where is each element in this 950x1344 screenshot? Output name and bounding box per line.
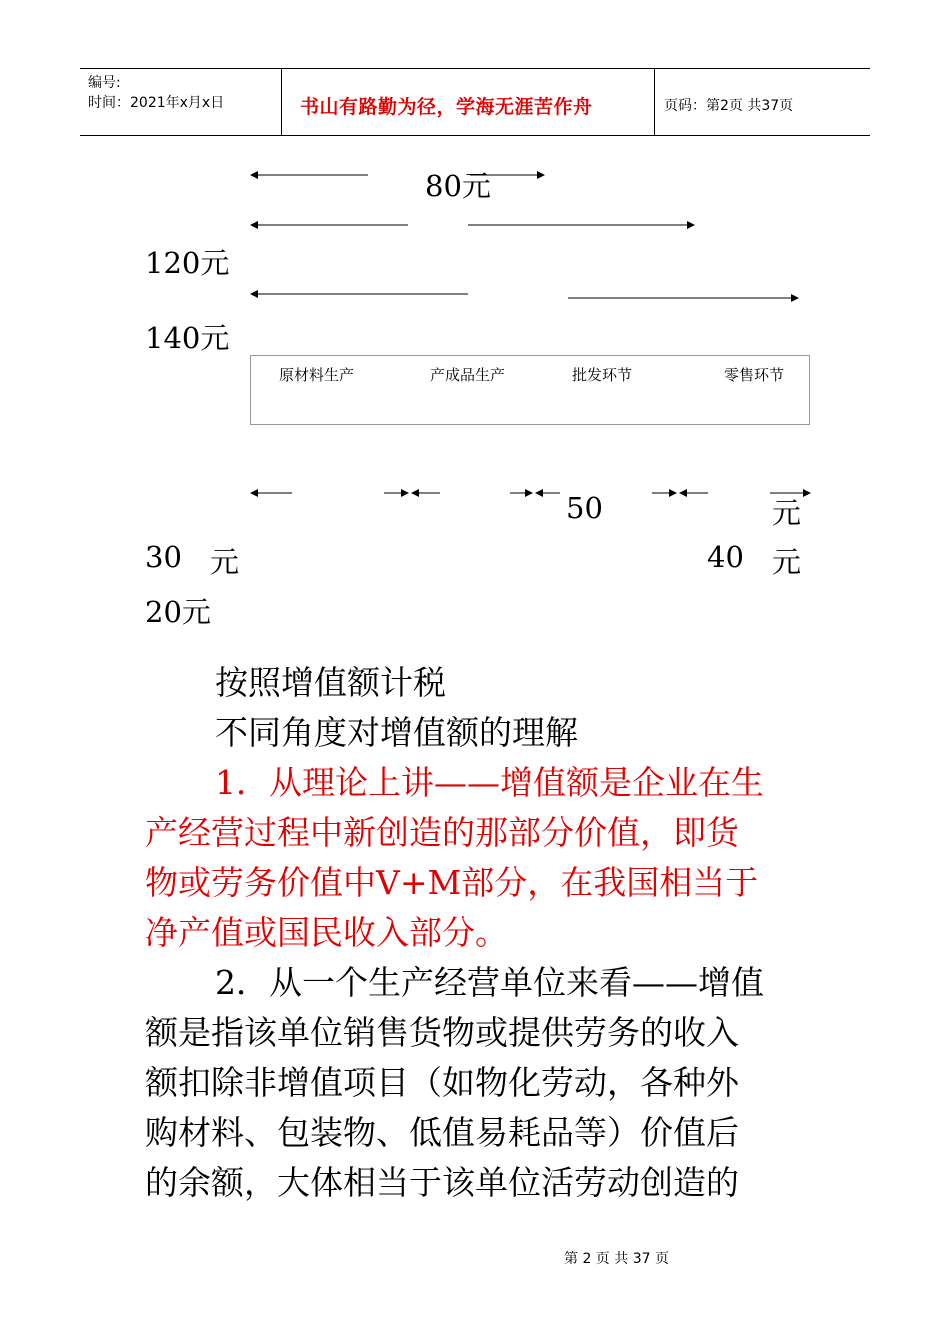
label-40: 40	[707, 540, 744, 574]
label-120-yuan: 120元	[145, 246, 230, 280]
stage-retail: 零售环节	[724, 366, 785, 384]
point2-line: 额是指该单位销售货物或提供劳务的收入	[145, 1013, 739, 1052]
point1-line: 净产值或国民收入部分。	[145, 913, 508, 952]
label-80-yuan: 80元	[425, 169, 491, 203]
point1-line: 产经营过程中新创造的那部分价值，即货	[145, 813, 739, 852]
point2-line: 额扣除非增值项目（如物化劳动，各种外	[145, 1063, 739, 1102]
point1-line: 物或劳务价值中V+M部分，在我国相当于	[145, 863, 759, 902]
document-time-label: 时间：2021年x月x日	[88, 95, 225, 111]
label-yuan-right-top: 元	[772, 496, 802, 530]
heading-vat-basis: 按照增值额计税	[215, 663, 446, 702]
label-yuan-left: 元	[210, 545, 240, 579]
header-motto: 书山有路勤为径，学海无涯苦作舟	[300, 96, 593, 118]
page-footer: 第 2 页 共 37 页	[564, 1251, 669, 1267]
label-140-yuan: 140元	[145, 321, 230, 355]
stage-raw-material: 原材料生产	[279, 366, 355, 384]
label-50: 50	[566, 491, 603, 525]
document-number-label: 编号:	[88, 75, 121, 91]
point1-line: 1．从理论上讲——增值额是企业在生	[215, 763, 764, 802]
label-yuan-right: 元	[772, 545, 802, 579]
point2-line: 购材料、包装物、低值易耗品等）价值后	[145, 1113, 739, 1152]
heading-value-added-views: 不同角度对增值额的理解	[215, 713, 578, 752]
point2-line: 2．从一个生产经营单位来看——增值	[215, 963, 764, 1002]
stage-wholesale: 批发环节	[572, 366, 633, 384]
page-info: 页码：第2页 共37页	[664, 98, 794, 114]
stage-finished-goods: 产成品生产	[430, 366, 506, 384]
point2-line: 的余额，大体相当于该单位活劳动创造的	[145, 1163, 739, 1202]
value-flow-diagram	[0, 0, 950, 640]
label-20-yuan: 20元	[145, 595, 211, 629]
label-30: 30	[145, 540, 182, 574]
